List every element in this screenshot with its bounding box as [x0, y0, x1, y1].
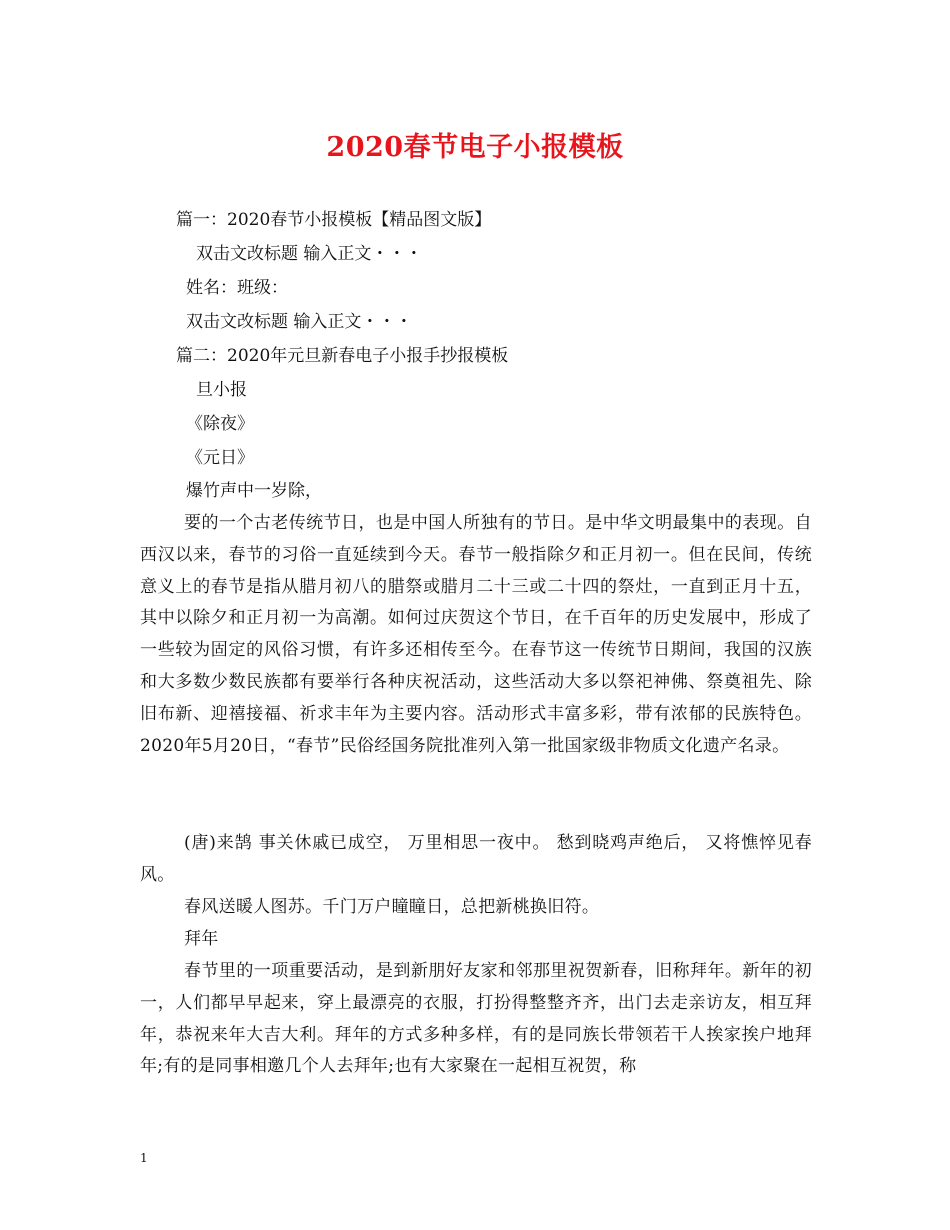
- body-paragraph: 春节里的一项重要活动，是到新朋好友家和邻那里祝贺新春，旧称拜年。新年的初一，人们都早早起来，穿上最漂亮的衣服，打扮得整整齐齐，出门去走亲访友，相互拜年，恭祝来年大吉大利。拜年的方式多种多样，有的是同族长带领若干人挨家挨户地拜年;有的是同事相邀几个人去拜年;也有大家聚在一起相互祝贺，称: [140, 961, 812, 1077]
- section-heading-1: 篇一：2020春节小报模板【精品图文版】: [176, 210, 492, 230]
- document-title: 2020春节电子小报模板: [326, 132, 624, 163]
- text-line: 旦小报: [196, 380, 247, 400]
- body-paragraph: 要的一个古老传统节日，也是中国人所独有的节日。是中华文明最集中的表现。自西汉以来，春节的习俗一直延续到今天。春节一般指除夕和正月初一。但在民间，传统意义上的春节是指从腊月初八的腊祭或腊月二十三或二十四的祭灶，一直到正月十五，其中以除夕和正月初一为高潮。如何过庆贺这个节日，在千百年的历史发展中，形成了一些较为固定的风俗习惯，有许多还相传至今。在春节这一传统节日期间，我国的汉族和大多数少数民族都有要举行各种庆祝活动，这些活动大多以祭祀神佛、祭奠祖先、除旧布新、迎禧接福、祈求丰年为主要内容。活动形式丰富多彩，带有浓郁的民族特色。2020年5月20日，“春节”民俗经国务院批准列入第一批国家级非物质文化遗产名录。: [140, 513, 812, 756]
- page-number: 1: [140, 1151, 148, 1165]
- text-line: 双击文改标题 输入正文・・・: [186, 312, 413, 332]
- poem-title: 《元日》: [186, 448, 254, 468]
- body-paragraph: 春风送暖人图苏。千门万户瞳瞳日，总把新桃换旧符。: [184, 897, 600, 917]
- body-paragraph: (唐)来鹄 事关休戚已成空， 万里相思一夜中。 愁到晓鸡声绝后， 又将憔悴见春风。: [140, 833, 812, 885]
- poem-line: 爆竹声中一岁除，: [186, 481, 322, 501]
- poem-title: 《除夜》: [186, 414, 254, 434]
- section-heading-bainian: 拜年: [184, 929, 219, 949]
- section-heading-2: 篇二：2020年元旦新春电子小报手抄报模板: [176, 346, 509, 366]
- text-line: 双击文改标题 输入正文・・・: [196, 244, 423, 264]
- text-line: 姓名：班级：: [186, 278, 288, 298]
